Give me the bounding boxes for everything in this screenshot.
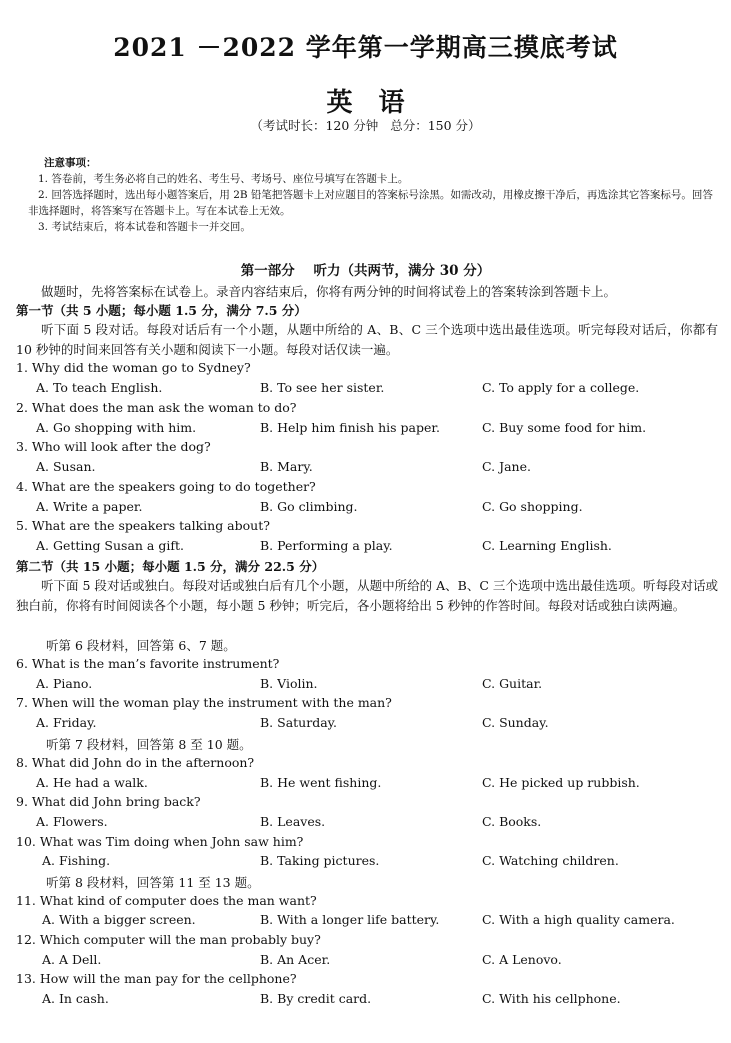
option-a: A. Friday. xyxy=(36,715,97,730)
option-a: A. With a bigger screen. xyxy=(42,912,196,927)
option-c: C. Books. xyxy=(482,814,542,829)
option-b: B. Mary. xyxy=(260,459,313,474)
option-c: C. Guitar. xyxy=(482,676,543,691)
question-2: 2. What does the man ask the woman to do? xyxy=(16,400,297,415)
option-c: C. He picked up rubbish. xyxy=(482,775,640,790)
question-8: 8. What did John do in the afternoon? xyxy=(16,755,255,770)
question-9: 9. What did John bring back? xyxy=(16,794,201,809)
option-c: C. Buy some food for him. xyxy=(482,420,647,435)
notice-heading: 注意事项： xyxy=(44,157,97,169)
material-7-note: 听第 7 段材料，回答第 8 至 10 题。 xyxy=(46,737,252,752)
section1-instructions: 听下面 5 段对话。每段对话后有一个小题，从题中所给的 A、B、C 三个选项中选出最佳选项。听完每段对话后，你都有 10 秒钟的时间来回答有关小题和阅读下一小题。每段对话仅读一遍。 xyxy=(16,322,718,357)
exam-meta: （考试时长：120 分钟 总分：150 分） xyxy=(250,118,481,133)
notice-item: 1. 答卷前，考生务必将自己的姓名、考生号、考场号、座位号填写在答题卡上。 xyxy=(38,173,409,185)
question-10: 10. What was Tim doing when John saw him? xyxy=(16,834,304,849)
question-5: 5. What are the speakers talking about? xyxy=(16,518,270,533)
option-a: A. Flowers. xyxy=(36,814,108,829)
part1-title: 第一部分 听力（共两节，满分 30 分） xyxy=(240,263,491,279)
option-a: A. He had a walk. xyxy=(36,775,148,790)
option-b: B. Violin. xyxy=(260,676,318,691)
option-b: B. To see her sister. xyxy=(260,380,385,395)
option-c: C. Learning English. xyxy=(482,538,612,553)
part1-intro: 做题时，先将答案标在试卷上。录音内容结束后，你将有两分钟的时间将试卷上的答案转涂到答题卡上。 xyxy=(41,284,617,299)
option-a: A. Piano. xyxy=(36,676,93,691)
option-c: C. Watching children. xyxy=(482,853,619,868)
option-a: A. To teach English. xyxy=(36,380,163,395)
option-a: A. Getting Susan a gift. xyxy=(36,538,184,553)
option-c: C. A Lenovo. xyxy=(482,952,562,967)
option-b: B. Help him finish his paper. xyxy=(260,420,440,435)
question-7: 7. When will the woman play the instrument with the man? xyxy=(16,695,392,710)
exam-title: 2021 －2022 学年第一学期高三摸底考试 xyxy=(113,33,618,62)
question-4: 4. What are the speakers going to do together? xyxy=(16,479,316,494)
option-b: B. Performing a play. xyxy=(260,538,393,553)
question-11: 11. What kind of computer does the man want? xyxy=(16,893,317,908)
option-a: A. Go shopping with him. xyxy=(36,420,197,435)
option-a: A. Fishing. xyxy=(42,853,111,868)
option-b: B. Saturday. xyxy=(260,715,338,730)
option-c: C. Go shopping. xyxy=(482,499,583,514)
option-a: A. In cash. xyxy=(42,991,109,1006)
section2-instructions: 听下面 5 段对话或独白。每段对话或独白后有几个小题，从题中所给的 A、B、C 三个选项中选出最佳选项。听每段对话或独白前，你将有时间阅读各个小题，每小题 5 秒钟；听完后，各小题将给出 5 秒钟的作答时间。每段对话或独白读两遍。 xyxy=(16,578,718,613)
option-c: C. With a high quality camera. xyxy=(482,912,675,927)
option-b: B. Taking pictures. xyxy=(260,853,380,868)
option-b: B. He went fishing. xyxy=(260,775,382,790)
option-a: A. Susan. xyxy=(36,459,96,474)
subject-title: 英语 xyxy=(326,88,431,118)
material-6-note: 听第 6 段材料，回答第 6、7 题。 xyxy=(46,638,236,653)
option-a: A. A Dell. xyxy=(42,952,102,967)
option-c: C. To apply for a college. xyxy=(482,380,640,395)
option-b: B. An Acer. xyxy=(260,952,331,967)
material-8-note: 听第 8 段材料，回答第 11 至 13 题。 xyxy=(46,875,260,890)
notice-block xyxy=(28,155,718,235)
question-12: 12. Which computer will the man probably buy? xyxy=(16,932,321,947)
notice-item: 3. 考试结束后，将本试卷和答题卡一并交回。 xyxy=(38,221,251,233)
section1-title: 第一节（共 5 小题；每小题 1.5 分，满分 7.5 分） xyxy=(16,303,307,318)
notice-item: 2. 回答选择题时，选出每小题答案后，用 2B 铅笔把答题卡上对应题目的答案标号涂黑。如需改动，用橡皮擦干净后，再选涂其它答案标号。回答非选择题时，将答案写在答题卡上。写在本试卷上无效。 xyxy=(28,189,713,217)
question-3: 3. Who will look after the dog? xyxy=(16,439,211,454)
question-1: 1. Why did the woman go to Sydney? xyxy=(16,360,251,375)
option-c: C. With his cellphone. xyxy=(482,991,621,1006)
question-6: 6. What is the man’s favorite instrument? xyxy=(16,656,280,671)
option-a: A. Write a paper. xyxy=(36,499,143,514)
section2-title: 第二节（共 15 小题；每小题 1.5 分，满分 22.5 分） xyxy=(16,559,325,574)
option-c: C. Sunday. xyxy=(482,715,549,730)
question-13: 13. How will the man pay for the cellphone? xyxy=(16,971,297,986)
option-b: B. Leaves. xyxy=(260,814,326,829)
option-b: B. Go climbing. xyxy=(260,499,358,514)
option-b: B. With a longer life battery. xyxy=(260,912,440,927)
option-c: C. Jane. xyxy=(482,459,531,474)
option-b: B. By credit card. xyxy=(260,991,372,1006)
